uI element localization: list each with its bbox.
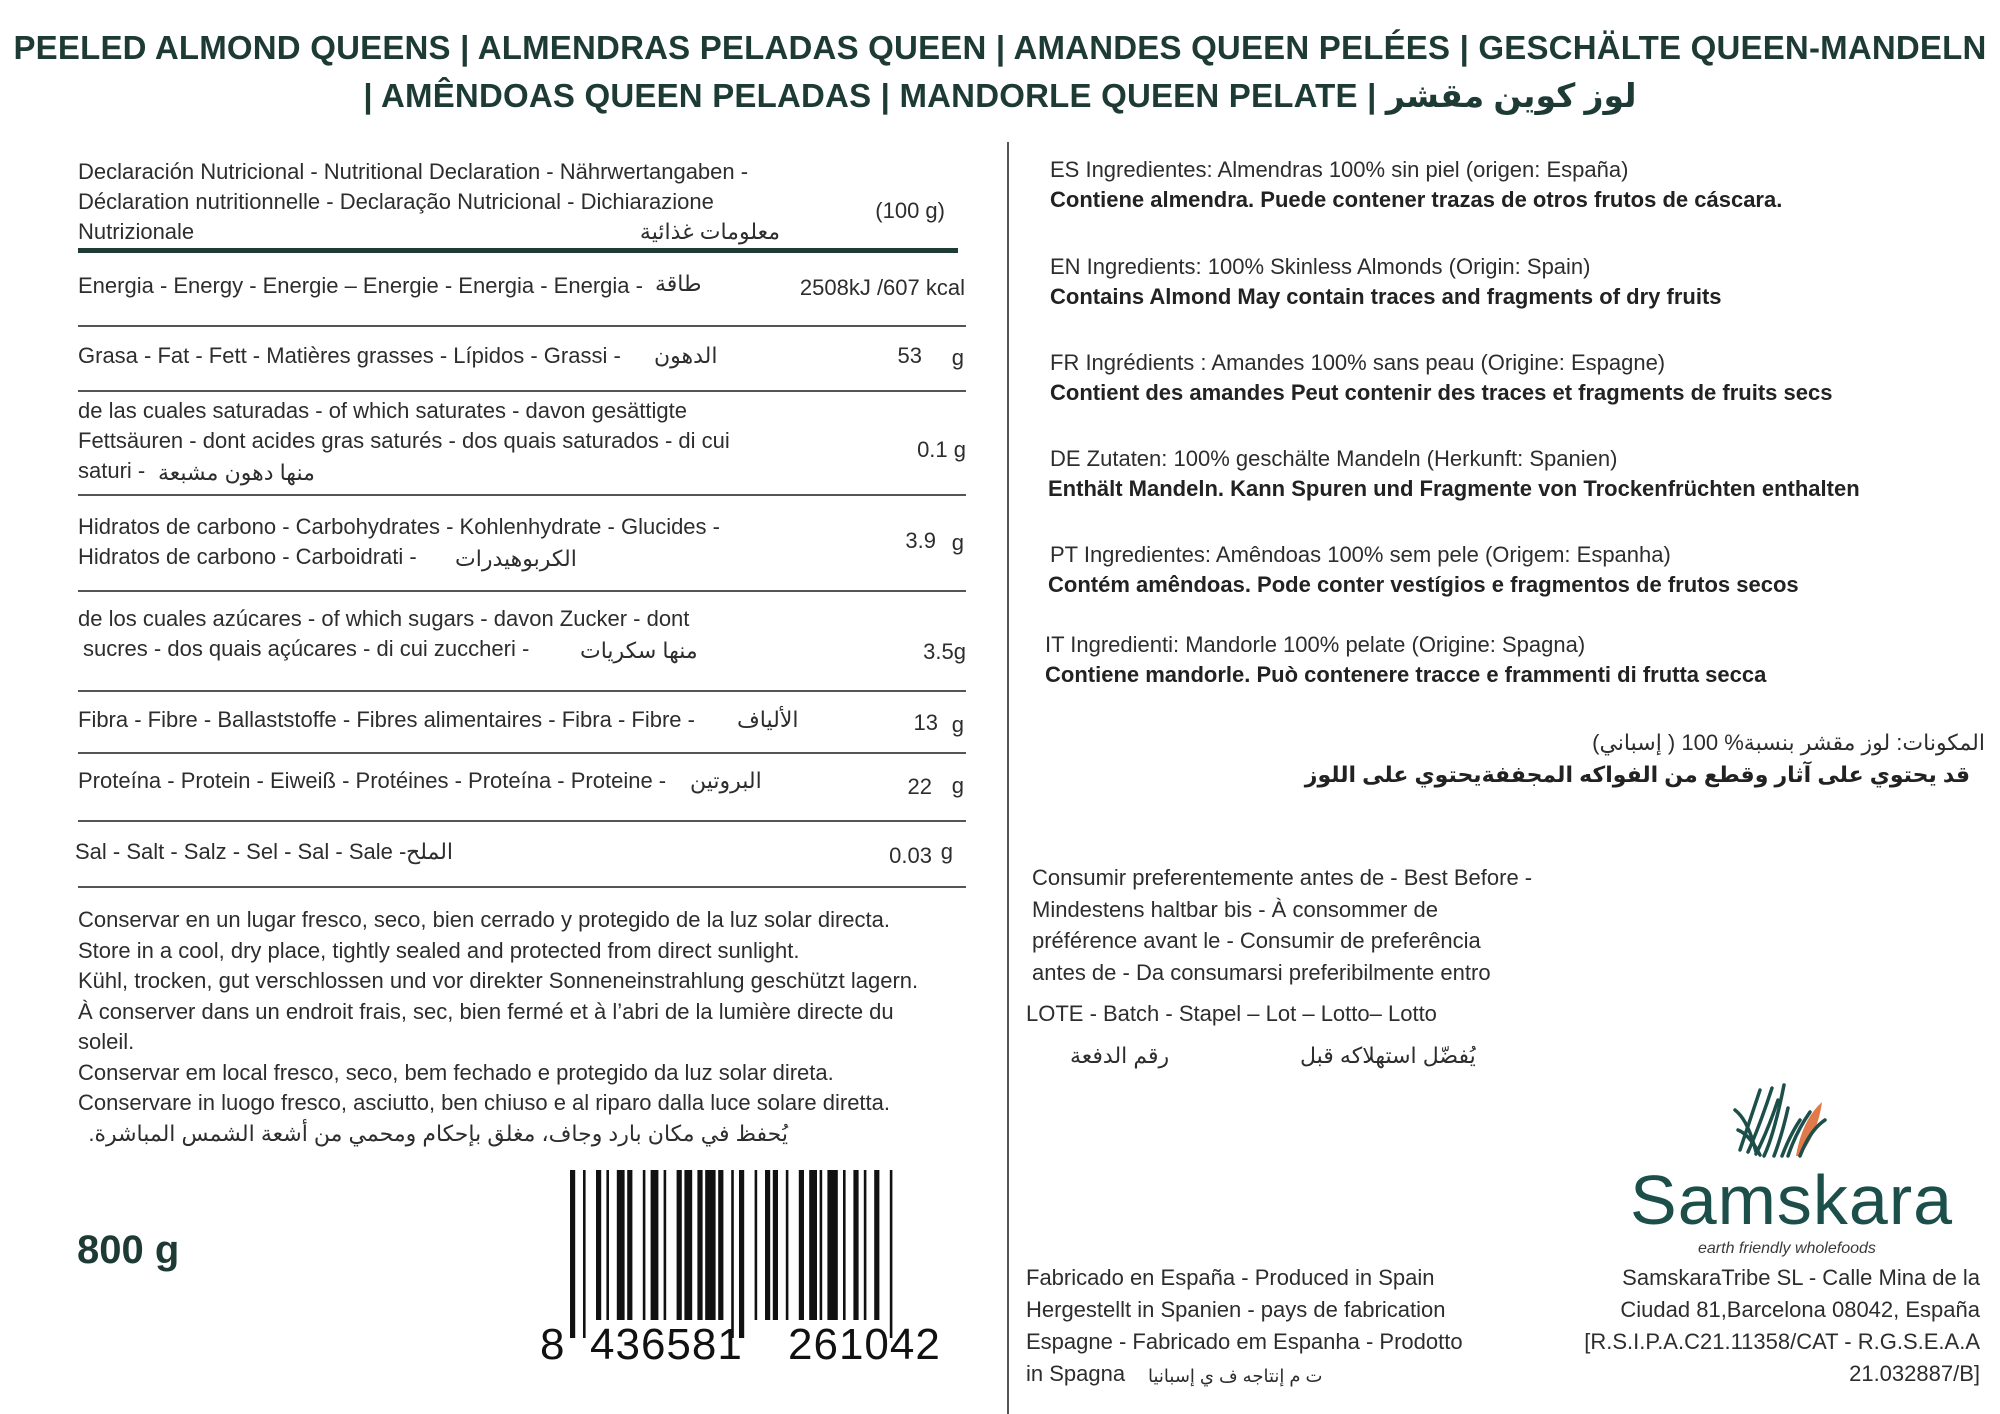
ingredients-en: EN Ingredients: 100% Skinless Almonds (Origin: Spain) <box>1050 254 1591 279</box>
barcode-bar <box>864 1170 867 1320</box>
barcode-bar <box>643 1170 646 1320</box>
protein-label: Proteína - Protein - Eiweiß - Protéines - Proteína - Proteine - <box>78 768 667 793</box>
brand-name: Samskara <box>1630 1161 1954 1239</box>
ingredients-de: DE Zutaten: 100% geschälte Mandeln (Herkunft: Spanien) <box>1050 446 1618 471</box>
fat-unit: g <box>951 345 964 370</box>
best-before-line4: antes de - Da consumarsi preferibilmente entro <box>1032 960 1491 985</box>
nutrition-header-arabic: معلومات غذائية <box>639 219 780 244</box>
origin-ar: ت م إنتاجه ف ي إسبانيا <box>1148 1366 1323 1386</box>
lot-label: LOTE - Batch - Stapel – Lot – Lotto– Lotto <box>1026 1001 1437 1026</box>
barcode-bar <box>606 1170 609 1320</box>
barcode-bar <box>874 1170 879 1320</box>
storage-it: Conservare in luogo fresco, asciutto, ben chiuso e al riparo dalla luce solare diretta. <box>78 1090 891 1115</box>
row-rule <box>78 325 966 327</box>
fat-arabic: الدهون <box>654 343 718 368</box>
address-line3: [R.S.I.P.A.C21.11358/CAT - R.G.S.E.A.A <box>1584 1329 1980 1354</box>
salt-arabic: الملح <box>406 839 454 864</box>
row-rule <box>78 690 966 692</box>
row-rule <box>78 886 966 888</box>
barcode-bar <box>843 1170 846 1320</box>
address-line2: Ciudad 81,Barcelona 08042, España <box>1620 1297 1980 1322</box>
fat-value: 53 <box>897 343 922 368</box>
fibre-value: 13 <box>913 710 938 735</box>
ingredients-pt: PT Ingredientes: Amêndoas 100% sem pele (Origem: Espanha) <box>1050 542 1671 567</box>
barcode-bar <box>570 1170 575 1338</box>
fibre-label: Fibra - Fibre - Ballaststoffe - Fibres alimentaires - Fibra - Fibre - <box>78 707 695 732</box>
best-before-ar: يُفضّل استهلاكه قبل <box>1300 1043 1476 1068</box>
sugars-value: 3.5g <box>923 639 966 664</box>
row-rule <box>78 494 966 496</box>
carbs-line2: Hidratos de carbono - Carboidrati - <box>78 544 417 569</box>
carbs-line1: Hidratos de carbono - Carbohydrates - Kohlenhydrate - Glucides - <box>78 514 720 539</box>
salt-value: 0.03 <box>889 843 932 868</box>
barcode <box>540 1170 960 1380</box>
row-rule <box>78 820 966 822</box>
storage-fr-line2: soleil. <box>78 1029 135 1054</box>
barcode-bar <box>853 1170 858 1320</box>
saturates-line1: de las cuales saturadas - of which saturates - davon gesättigte <box>78 398 688 423</box>
barcode-bar <box>786 1170 789 1320</box>
protein-value: 22 <box>907 774 932 799</box>
barcode-digit-lead: 8 <box>540 1320 565 1369</box>
ingredients-it: IT Ingredienti: Mandorle 100% pelate (Origine: Spagna) <box>1045 632 1586 657</box>
origin-line1: Fabricado en España - Produced in Spain <box>1026 1265 1435 1290</box>
barcode-bars <box>540 1170 960 1340</box>
saturates-value: 0.1 g <box>917 437 966 462</box>
ingredients-ar: المكونات: لوز مقشر بنسبة% 100 ( إسباني) <box>1592 730 1985 755</box>
product-title-line1: PEELED ALMOND QUEENS | ALMENDRAS PELADAS QUEEN | AMANDES QUEEN PELÉES | GESCHÄLTE QUEEN-MANDELN <box>13 29 1987 66</box>
barcode-bar <box>809 1170 817 1320</box>
nutrition-header-line1: Declaración Nutricional - Nutritional Declaration - Nährwertangaben - <box>78 159 749 184</box>
product-title-line2: | AMÊNDOAS QUEEN PELADAS | MANDORLE QUEEN PELATE | لوز كوين مقشر <box>363 77 1637 114</box>
barcode-bar <box>827 1170 837 1320</box>
saturates-line2: Fettsäuren - dont acides gras saturés - dos quais saturados - di cui <box>78 428 730 453</box>
barcode-bar <box>677 1170 682 1320</box>
sugars-line2: sucres - dos quais açúcares - di cui zuccheri - <box>83 636 530 661</box>
address-line1: SamskaraTribe SL - Calle Mina de la <box>1622 1265 1980 1290</box>
sugars-arabic: منها سكريات <box>580 638 698 663</box>
row-rule <box>78 752 966 754</box>
fat-label: Grasa - Fat - Fett - Matières grasses - Lípidos - Grassi - <box>78 343 621 368</box>
barcode-bar <box>799 1170 804 1320</box>
carbs-arabic: الكربوهيدرات <box>455 546 577 571</box>
lot-label-ar: رقم الدفعة <box>1070 1043 1170 1068</box>
storage-pt: Conservar em local fresco, seco, bem fechado e protegido da luz solar direta. <box>78 1060 834 1085</box>
storage-fr-line1: À conserver dans un endroit frais, sec, bien fermé et à l’abri de la lumière directe du <box>78 999 894 1024</box>
barcode-bar <box>651 1170 659 1320</box>
saturates-line3: saturi - <box>78 458 146 483</box>
allergen-it-b: . Può contenere tracce e frammenti di frutta secca <box>1244 662 1767 687</box>
allergen-de: Enthält Mandeln. Kann Spuren und Fragmente von Trockenfrüchten enthalten <box>1048 476 1860 501</box>
address-line4: 21.032887/B] <box>1849 1361 1980 1386</box>
column-divider <box>1007 142 1009 1414</box>
protein-arabic: البروتين <box>690 768 762 793</box>
barcode-digits-left: 436581 <box>590 1320 743 1369</box>
barcode-bar <box>820 1170 823 1320</box>
nutrition-per-100g: (100 g) <box>875 198 945 223</box>
barcode-bar <box>890 1170 893 1338</box>
allergen-ar: قد يحتوي على آثار وقطع من الفواكه المجففةيحتوي على اللوز <box>1304 762 1970 787</box>
origin-line2: Hergestellt in Spanien - pays de fabrication <box>1026 1297 1446 1322</box>
allergen-it-a: Contiene mandorle <box>1045 662 1245 687</box>
storage-en: Store in a cool, dry place, tightly sealed and protected from direct sunlight. <box>78 938 800 963</box>
carbs-unit: g <box>951 530 964 555</box>
origin-line4: in Spagna <box>1026 1361 1126 1386</box>
storage-de: Kühl, trocken, gut verschlossen und vor direkter Sonneneinstrahlung geschützt lagern. <box>78 968 919 993</box>
best-before-line3: préférence avant le - Consumir de preferência <box>1032 928 1481 953</box>
energy-label: Energia - Energy - Energie – Energie - Energia - Energia - <box>78 273 643 298</box>
barcode-bar <box>773 1170 778 1320</box>
fibre-arabic: الألياف <box>737 707 799 732</box>
barcode-bar <box>664 1170 667 1320</box>
barcode-digits-right: 261042 <box>788 1320 941 1369</box>
nutrition-header-rule <box>78 248 958 253</box>
row-rule <box>78 590 966 592</box>
allergen-en: Contains Almond May contain traces and fragments of dry fruits <box>1050 284 1722 309</box>
fibre-unit: g <box>951 712 964 737</box>
barcode-bar <box>718 1170 723 1320</box>
energy-value: 2508kJ /607 kcal <box>799 275 965 300</box>
tree-roots-icon <box>1730 1080 1830 1160</box>
barcode-bar <box>617 1170 625 1320</box>
barcode-bar <box>765 1170 770 1320</box>
barcode-bar <box>583 1170 586 1338</box>
barcode-bar <box>627 1170 632 1320</box>
barcode-bar <box>697 1170 702 1320</box>
ingredients-es: ES Ingredientes: Almendras 100% sin piel (origen: España) <box>1050 157 1629 182</box>
net-weight: 800 g <box>77 1228 180 1272</box>
best-before-line2: Mindestens haltbar bis - À consommer de <box>1032 897 1438 922</box>
allergen-fr: Contient des amandes Peut contenir des traces et fragments de fruits secs <box>1050 380 1833 405</box>
sugars-line1: de los cuales azúcares - of which sugars - davon Zucker - dont <box>78 606 690 631</box>
allergen-es: Contiene almendra. Puede contener trazas de otros frutos de cáscara. <box>1050 187 1783 212</box>
saturates-arabic: منها دهون مشبعة <box>158 460 315 485</box>
barcode-bar <box>739 1170 744 1338</box>
row-rule <box>78 390 966 392</box>
barcode-bar <box>755 1170 758 1320</box>
energy-arabic: طاقة <box>655 271 702 296</box>
nutrition-header-line2: Déclaration nutritionnelle - Declaração Nutricional - Dichiarazione <box>78 189 714 214</box>
barcode-bar <box>731 1170 734 1338</box>
brand-tagline: earth friendly wholefoods <box>1698 1240 1876 1257</box>
nutrition-header-line3: Nutrizionale <box>78 219 195 244</box>
barcode-bar <box>596 1170 601 1320</box>
salt-unit: g <box>940 839 953 864</box>
salt-label: Sal - Salt - Salz - Sel - Sal - Sale - <box>75 839 407 864</box>
storage-ar: يُحفظ في مكان بارد وجاف، مغلق بإحكام ومحمي من أشعة الشمس المباشرة. <box>88 1121 788 1146</box>
protein-unit: g <box>951 773 964 798</box>
barcode-bar <box>705 1170 715 1320</box>
storage-es: Conservar en un lugar fresco, seco, bien cerrado y protegido de la luz solar directa. <box>78 907 890 932</box>
ingredients-fr: FR Ingrédients : Amandes 100% sans peau (Origine: Espagne) <box>1050 350 1666 375</box>
best-before-line1: Consumir preferentemente antes de - Best Before - <box>1032 865 1533 890</box>
carbs-value: 3.9 <box>905 528 936 553</box>
barcode-bar <box>684 1170 692 1320</box>
allergen-pt: Contém amêndoas. Pode conter vestígios e fragmentos de frutos secos <box>1048 572 1799 597</box>
origin-line3: Espagne - Fabricado em Espanha - Prodotto <box>1026 1329 1463 1354</box>
